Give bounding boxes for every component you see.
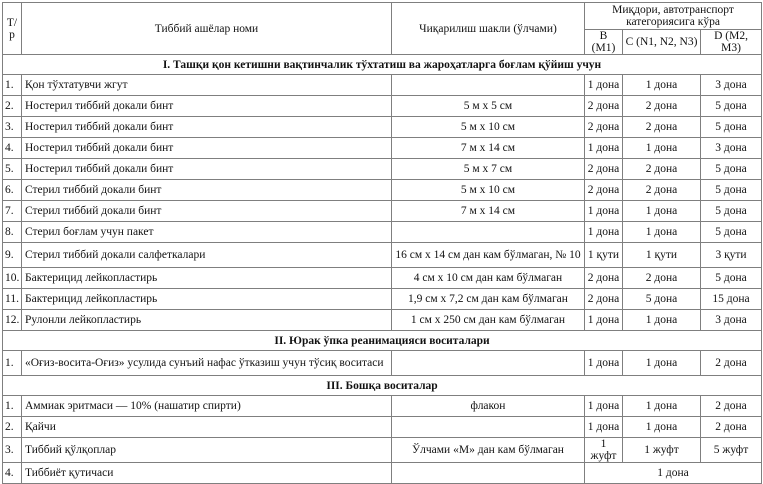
release-form [392,222,585,243]
header-release-form: Чиқарилиш шакли (ўлчами) [392,3,585,55]
release-form: 7 м x 14 см [392,138,585,159]
quantity-category-d: 2 дона [701,351,762,376]
row-number: 2. [3,417,22,438]
header-category-b: B (M1) [585,30,623,55]
row-number: 4. [3,138,22,159]
item-name: Тиббий қўлқоплар [22,438,392,463]
quantity-category-d: 3 дона [701,138,762,159]
quantity-category-b: 1 дона [585,310,623,331]
table-row [3,96,762,117]
row-number: 6. [3,180,22,201]
item-name: Стерил боғлам учун пакет [22,222,392,243]
quantity-category-c: 1 жуфт [623,438,701,463]
header-category-d: D (M2, M3) [701,30,762,55]
quantity-category-b: 1 дона [585,351,623,376]
quantity-category-b: 1 дона [585,417,623,438]
quantity-category-d: 3 дона [701,310,762,331]
quantity-category-b: 2 дона [585,117,623,138]
table-row [3,159,762,180]
table-row [3,243,762,268]
item-name: Ностерил тиббий докали бинт [22,159,392,180]
quantity-category-c: 1 дона [623,138,701,159]
table-row [3,75,762,96]
quantity-all-categories: 1 дона [585,463,762,484]
quantity-category-b: 1 дона [585,138,623,159]
table-row [3,396,762,417]
quantity-category-d: 5 дона [701,117,762,138]
header-quantity: Миқдори, автотранспорт категориясига кўра [585,3,762,30]
header-category-c: C (N1, N2, N3) [623,30,701,55]
release-form [392,463,585,484]
table-row [3,117,762,138]
table-row [3,463,762,484]
quantity-category-c: 5 дона [623,289,701,310]
quantity-category-d: 2 дона [701,417,762,438]
release-form [392,351,585,376]
item-name: Бактерицид лейкопластирь [22,289,392,310]
quantity-category-d: 5 дона [701,180,762,201]
row-number: 8. [3,222,22,243]
release-form: 5 м x 5 см [392,96,585,117]
table-row [3,289,762,310]
row-number: 9. [3,243,22,268]
item-name: Ностерил тиббий докали бинт [22,138,392,159]
row-number: 4. [3,463,22,484]
quantity-category-c: 2 дона [623,117,701,138]
quantity-category-b: 1 дона [585,396,623,417]
item-name: Қон тўхтатувчи жгут [22,75,392,96]
quantity-category-d: 2 дона [701,396,762,417]
quantity-category-c: 1 дона [623,351,701,376]
item-name: Қайчи [22,417,392,438]
table-body [3,55,762,484]
quantity-category-b: 2 дона [585,96,623,117]
row-number: 10. [3,268,22,289]
release-form [392,417,585,438]
row-number: 2. [3,96,22,117]
quantity-category-c: 2 дона [623,96,701,117]
quantity-category-b: 1 жуфт [585,438,623,463]
table-row [3,138,762,159]
item-name: Стерил тиббий докали бинт [22,201,392,222]
item-name: Рулонли лейкопластирь [22,310,392,331]
quantity-category-d: 5 дона [701,96,762,117]
item-name: Ностерил тиббий докали бинт [22,96,392,117]
section-header [3,376,762,396]
table-row [3,351,762,376]
section-title: I. Ташқи қон кетишни вақтинчалик тўхтатиш ва жароҳатларга боғлам қўйиш учун [3,55,762,75]
item-name: Стерил тиббий докали бинт [22,180,392,201]
release-form: 5 м x 10 см [392,180,585,201]
quantity-category-d: 15 дона [701,289,762,310]
table-row [3,310,762,331]
section-title: II. Юрак ўпка реанимацияси воситалари [3,331,762,351]
quantity-category-c: 1 дона [623,201,701,222]
quantity-category-c: 2 дона [623,180,701,201]
quantity-category-c: 1 дона [623,417,701,438]
header-number: Т/р [3,3,22,55]
first-aid-kit-table [2,2,762,484]
table-row [3,222,762,243]
item-name: Бактерицид лейкопластирь [22,268,392,289]
quantity-category-d: 5 дона [701,268,762,289]
release-form: 1 см x 250 см дан кам бўлмаган [392,310,585,331]
release-form: Ўлчами «М» дан кам бўлмаган [392,438,585,463]
item-name: «Оғиз-восита-Оғиз» усулида сунъий нафас ўтказиш учун тўсиқ воситаси [22,351,392,376]
release-form: 7 м x 14 см [392,201,585,222]
item-name: Стерил тиббий докали салфеткалари [22,243,392,268]
item-name: Тиббиёт қутичаси [22,463,392,484]
quantity-category-b: 1 дона [585,201,623,222]
release-form: 5 м x 10 см [392,117,585,138]
quantity-category-b: 1 дона [585,75,623,96]
release-form: 5 м x 7 см [392,159,585,180]
release-form: флакон [392,396,585,417]
row-number: 1. [3,396,22,417]
quantity-category-d: 5 дона [701,222,762,243]
row-number: 11. [3,289,22,310]
quantity-category-c: 1 дона [623,222,701,243]
quantity-category-c: 2 дона [623,268,701,289]
row-number: 5. [3,159,22,180]
table-row [3,417,762,438]
row-number: 3. [3,117,22,138]
row-number: 7. [3,201,22,222]
quantity-category-c: 1 дона [623,310,701,331]
quantity-category-b: 2 дона [585,268,623,289]
row-number: 1. [3,351,22,376]
section-header [3,331,762,351]
table-row [3,180,762,201]
release-form: 4 см x 10 см дан кам бўлмаган [392,268,585,289]
quantity-category-c: 1 дона [623,396,701,417]
quantity-category-d: 5 дона [701,159,762,180]
item-name: Ностерил тиббий докали бинт [22,117,392,138]
quantity-category-c: 2 дона [623,159,701,180]
section-title: III. Бошқа воситалар [3,376,762,396]
row-number: 3. [3,438,22,463]
quantity-category-c: 1 қути [623,243,701,268]
quantity-category-d: 3 қути [701,243,762,268]
release-form: 16 см x 14 см дан кам бўлмаган, № 10 [392,243,585,268]
table-row [3,268,762,289]
quantity-category-b: 2 дона [585,159,623,180]
table-row [3,438,762,463]
quantity-category-c: 1 дона [623,75,701,96]
quantity-category-b: 1 қути [585,243,623,268]
item-name: Аммиак эритмаси — 10% (нашатир спирти) [22,396,392,417]
row-number: 1. [3,75,22,96]
quantity-category-d: 3 дона [701,75,762,96]
quantity-category-b: 2 дона [585,180,623,201]
quantity-category-b: 2 дона [585,289,623,310]
header-item-name: Тиббий ашёлар номи [22,3,392,55]
quantity-category-b: 1 дона [585,222,623,243]
table-row [3,201,762,222]
quantity-category-d: 5 жуфт [701,438,762,463]
quantity-category-d: 5 дона [701,201,762,222]
row-number: 12. [3,310,22,331]
release-form [392,75,585,96]
section-header [3,55,762,75]
release-form: 1,9 см x 7,2 см дан кам бўлмаган [392,289,585,310]
